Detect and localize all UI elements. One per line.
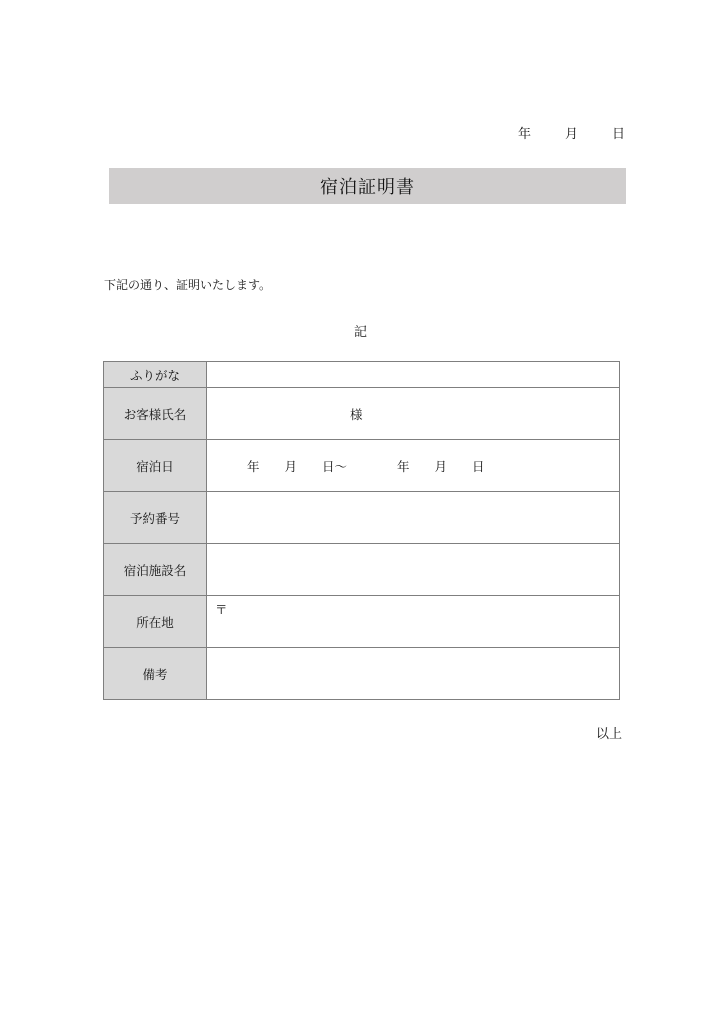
intro-text: 下記の通り、証明いたします。: [104, 278, 272, 292]
label-guest-name: お客様氏名: [104, 388, 207, 440]
table-row-address: [104, 596, 620, 648]
table-row-facility-name: [104, 544, 620, 596]
table-row-furigana: [104, 362, 620, 388]
label-remarks: 備考: [104, 648, 207, 700]
certificate-table: [103, 361, 620, 700]
field-remarks[interactable]: [207, 648, 620, 700]
field-furigana[interactable]: [207, 362, 620, 388]
field-address[interactable]: [207, 596, 620, 648]
date-year: 年: [517, 127, 531, 142]
date-day: 日: [611, 127, 625, 142]
table-row-stay-date: [104, 440, 620, 492]
table-row-reservation-number: [104, 492, 620, 544]
table-row-guest-name: [104, 388, 620, 440]
honorific-sama: 様: [350, 406, 363, 422]
date-month: 月: [564, 127, 578, 142]
field-facility-name[interactable]: [207, 544, 620, 596]
field-guest-name[interactable]: [207, 388, 620, 440]
label-furigana: ふりがな: [104, 362, 207, 388]
postal-mark: 〒: [215, 602, 228, 617]
document-title: 宿泊証明書: [109, 168, 626, 204]
label-reservation-number: 予約番号: [104, 492, 207, 544]
issue-date: [518, 123, 625, 142]
label-address: 所在地: [104, 596, 207, 648]
stay-date-range: 年 月 日～ 年 月 日: [247, 458, 485, 474]
ki-heading: 記: [354, 325, 368, 340]
closing-ijou: 以上: [595, 727, 622, 742]
label-facility-name: 宿泊施設名: [104, 544, 207, 596]
label-stay-date: 宿泊日: [104, 440, 207, 492]
table-row-remarks: [104, 648, 620, 700]
field-stay-date[interactable]: [207, 440, 620, 492]
field-reservation-number[interactable]: [207, 492, 620, 544]
